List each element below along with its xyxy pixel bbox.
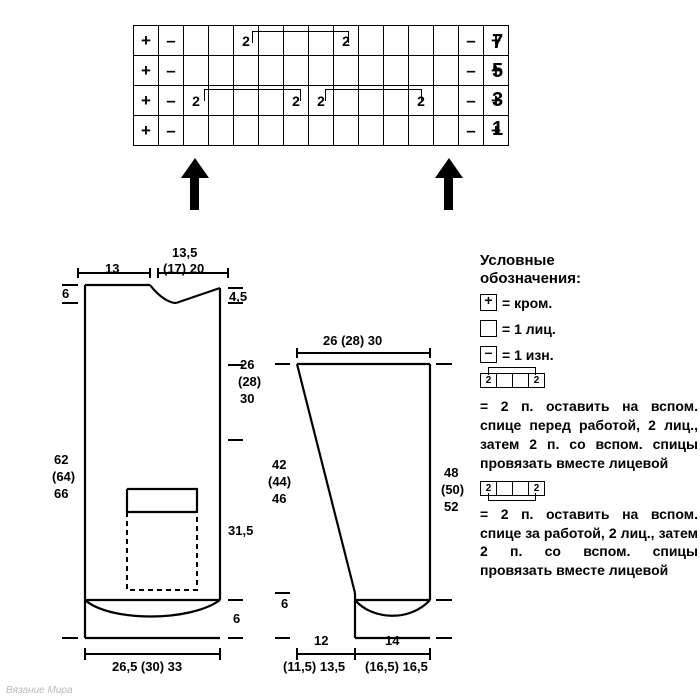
sleeve-cuff-height: 6 bbox=[281, 596, 289, 611]
row-number: 7 bbox=[492, 31, 504, 53]
legend-item-purl bbox=[480, 346, 698, 365]
sleeve-bottom-left-l1: 12 bbox=[314, 633, 329, 648]
chart-cell: 2 bbox=[409, 86, 434, 116]
chart-cell: 2 bbox=[234, 26, 259, 56]
front-top-right-width-line1: 13,5 bbox=[172, 245, 198, 260]
chart-cell: 2 bbox=[309, 86, 334, 116]
row-number: 3 bbox=[492, 89, 504, 111]
front-top-left-width: 13 bbox=[105, 261, 120, 276]
sleeve-length-l3: 46 bbox=[272, 491, 287, 506]
front-rib-height: 6 bbox=[233, 611, 241, 626]
row-number: 5 bbox=[492, 60, 504, 82]
front-body-length: 31,5 bbox=[228, 523, 254, 538]
chart-cell: 2 bbox=[184, 86, 209, 116]
cable-cell: 2 bbox=[481, 374, 497, 388]
legend-item-knit bbox=[480, 320, 698, 339]
watermark: Вязание Мира bbox=[6, 685, 73, 696]
sleeve-side-l2: (50) bbox=[441, 482, 465, 497]
front-total-length-l3: 66 bbox=[54, 486, 69, 501]
legend-title-line1: Условные bbox=[480, 252, 555, 269]
cable-back-symbol bbox=[480, 481, 698, 501]
legend-item-label: = кром. bbox=[502, 295, 553, 312]
legend-item-label: = 1 изн. bbox=[502, 347, 554, 364]
cable-cell bbox=[497, 374, 513, 388]
chart-cell: 2 bbox=[334, 26, 359, 56]
legend-item-selvedge bbox=[480, 294, 698, 313]
chart-cell: 2 bbox=[284, 86, 309, 116]
empty-box-icon bbox=[480, 320, 497, 337]
sleeve-side-l1: 48 bbox=[444, 465, 459, 480]
sleeve-top-width: 26 (28) 30 bbox=[323, 333, 383, 348]
cable-cell: 2 bbox=[481, 481, 497, 495]
front-total-length-l1: 62 bbox=[54, 452, 69, 467]
cable-front-symbol bbox=[480, 373, 698, 393]
plus-box-icon bbox=[480, 294, 497, 311]
front-armhole-l2: (28) bbox=[238, 374, 262, 389]
row-number: 1 bbox=[492, 118, 504, 140]
sleeve-bottom-right-l2: (16,5) 16,5 bbox=[365, 659, 428, 674]
front-armhole-l3: 30 bbox=[240, 391, 255, 406]
cable-cell: 2 bbox=[529, 374, 545, 388]
sleeve-length-l2: (44) bbox=[268, 474, 292, 489]
cable-cell bbox=[513, 374, 529, 388]
front-neck-depth: 6 bbox=[62, 286, 70, 301]
front-shoulder-slope: 4,5 bbox=[229, 289, 248, 304]
legend-item-cable-front-text: = 2 п. оставить на вспом. спице перед работой, 2 лиц., затем 2 п. со вспом. спицы провязать вместе лицевой bbox=[480, 398, 698, 471]
sleeve-bottom-right-l1: 14 bbox=[385, 633, 400, 648]
front-total-length-l2: (64) bbox=[52, 469, 76, 484]
legend-item-label: = 1 лиц. bbox=[502, 321, 556, 338]
sleeve-length-l1: 42 bbox=[272, 457, 287, 472]
legend-item-cable-back-text: = 2 п. оставить на вспом. спице за работой, 2 лиц., затем 2 п. со вспом. спицы провязать вместе лицевой bbox=[480, 505, 698, 579]
sleeve-bottom-left-l2: (11,5) 13,5 bbox=[283, 659, 346, 674]
sleeve-side-l3: 52 bbox=[444, 499, 459, 514]
legend bbox=[480, 252, 698, 580]
front-bottom-width: 26,5 (30) 33 bbox=[112, 659, 183, 674]
legend-title-line2: обозначения: bbox=[480, 269, 581, 287]
front-armhole-l1: 26 bbox=[240, 357, 255, 372]
cable-cell: 2 bbox=[529, 481, 545, 495]
minus-box-icon bbox=[480, 346, 497, 363]
front-top-right-width-line2: (17) 20 bbox=[163, 261, 205, 276]
